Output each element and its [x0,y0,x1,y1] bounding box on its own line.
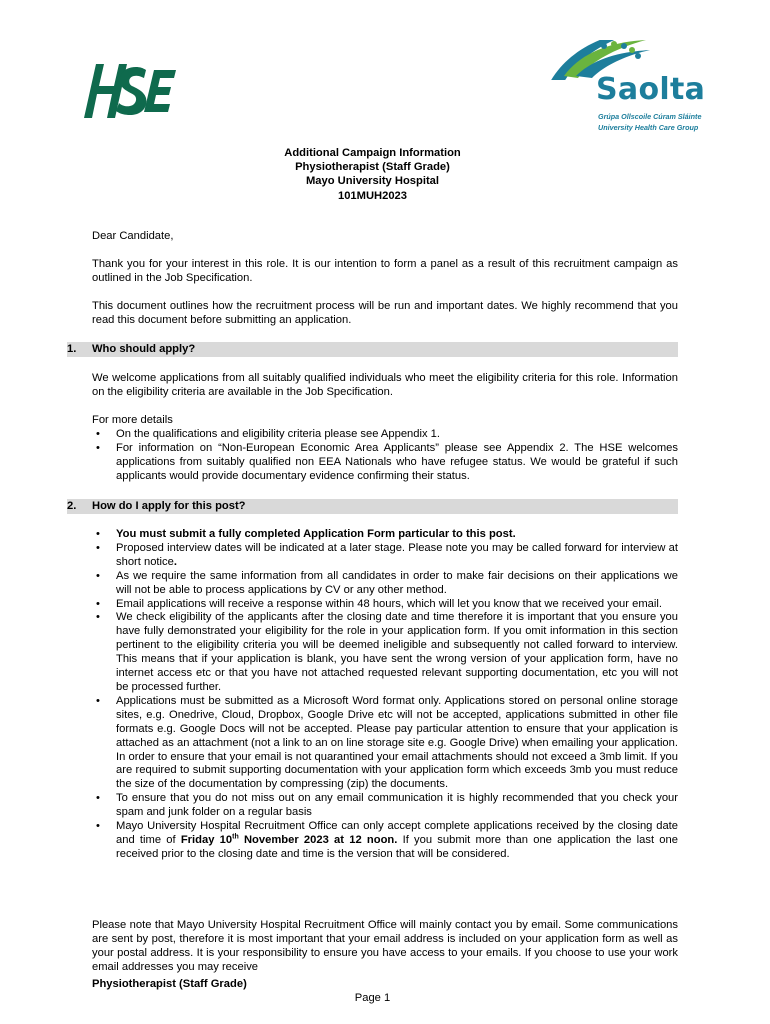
saolta-name: Saolta [596,72,706,107]
section-2-bullet-list [92,528,678,862]
list-item: • Proposed interview dates will be indicated at a later stage. Please note you may be called forward for interview at short notice. [92,542,678,570]
page-number: Page 1 [354,992,391,1004]
closing-paragraph: Please note that Mayo University Hospital Recruitment Office will mainly contact you by email. Some communications are sent by post, therefore it is most important that your email address is included on your application form as well as your postal address. It is your responsibility to ensure you have access to your emails. If you choose to use your work email addresses you may receive [92,919,678,973]
bullet-icon: • [96,528,100,540]
list-item: • Applications must be submitted as a Microsoft Word format only. Applications stored on personal online storage sites, e.g. Onedrive, Cloud, Dropbox, Google Drive etc will not be accepted, applications submitted in other file formats e.g. Google Docs will not be accepted. Please pay particular attention to ensure that your application is attached as an attachment (not a link to an on line storage site e.g. Google Drive) when emailing your application. In order to ensure that your email is not quarantined your email attachments should not exceed a 3mb limit. If you are required to submit supporting documentation with your application form which exceeds 3mb you must reduce the size of the documentation by compressing (zip) the documents. [92,695,678,792]
list-item: • On the qualifications and eligibility criteria please see Appendix 1. [92,428,678,442]
title-line-2: Physiotherapist (Staff Grade) [295,161,450,174]
bullet-icon: • [96,597,100,610]
more-details-label: For more details [92,414,173,426]
title-line-1: Additional Campaign Information [284,147,461,159]
bullet-icon: • [96,820,100,833]
title-line-3: Mayo University Hospital [305,175,440,188]
closing-date: Friday 10th November 2023 at 12 noon. [180,833,398,846]
hse-logo-icon [80,56,178,122]
bullet-icon: • [96,428,100,440]
title-line-4: 101MUH2023 [337,189,408,202]
section-2-heading [67,499,678,514]
list-item: • As we require the same information from all candidates in order to make fair decisions on their applications we will not be able to process applications by CV or any other method. [92,570,678,598]
list-item: • We check eligibility of the applicants after the closing date and time therefore it is important that you ensure you have fully demonstrated your eligibility for the role in your application form. If you omit information in this section pertinent to the eligibility criteria you will be deemed ineligible and subsequently not called forward to interview. This means that if your application is blank, you have sent the wrong version of your application form, have no internet access etc or that you have not attached requested relevant supporting documentation, etc you will not be processed further. [92,611,678,694]
saolta-subtitle-irish: Grúpa Ollscoile Cúram Sláinte [598,112,702,121]
saolta-subtitle-english: University Health Care Group [598,123,699,132]
section-title: How do I apply for this post? [92,500,246,512]
bullet-icon: • [96,611,100,624]
section-1-bullet-list [92,428,678,484]
greeting: Dear Candidate, [92,230,174,242]
intro-paragraph-2: This document outlines how the recruitment process will be run and important dates. We highly recommend that you read this document before submitting an application. [92,300,678,326]
footer-role: Physiotherapist (Staff Grade) [92,978,247,990]
section-1-paragraph: We welcome applications from all suitably qualified individuals who meet the eligibility criteria for this role. Information on the eligibility criteria are available in the Job Specification. [92,372,678,398]
list-item: • You must submit a fully completed Application Form particular to this post. [92,528,678,542]
bullet-icon: • [96,441,100,454]
list-item: • Mayo University Hospital Recruitment Office can only accept complete applications received by the closing date and time of Friday 10th November 2023 at 12 noon. If you submit more than one application the last one received prior to the closing date and time is the version that will be considered. [92,820,678,862]
bullet-icon: • [96,541,100,554]
bullet-icon: • [96,792,100,805]
section-number: 2. [67,500,77,512]
list-item: • For information on “Non-European Economic Area Applicants” please see Appendix 2. The HSE welcomes applications from suitably qualified non EEA Nationals who have refugee status. We would be grateful if such applicants would provide documentary evidence confirming their status. [92,442,678,484]
section-title: Who should apply? [92,343,196,355]
list-item: • To ensure that you do not miss out on any email communication it is highly recommended that you check your spam and junk folder on a regular basis [92,792,678,820]
list-item: • Email applications will receive a response within 48 hours, which will let you know that we received your email. [92,598,678,612]
section-number: 1. [67,343,77,355]
bullet-icon: • [96,694,100,707]
hse-logo [80,56,178,122]
section-1-heading [67,342,678,357]
saolta-logo [546,40,716,138]
bullet-icon: • [96,569,100,582]
document-title [0,146,745,203]
intro-paragraph-1: Thank you for your interest in this role. It is our intention to form a panel as a result of this recruitment campaign as outlined in the Job Specification. [92,258,678,284]
